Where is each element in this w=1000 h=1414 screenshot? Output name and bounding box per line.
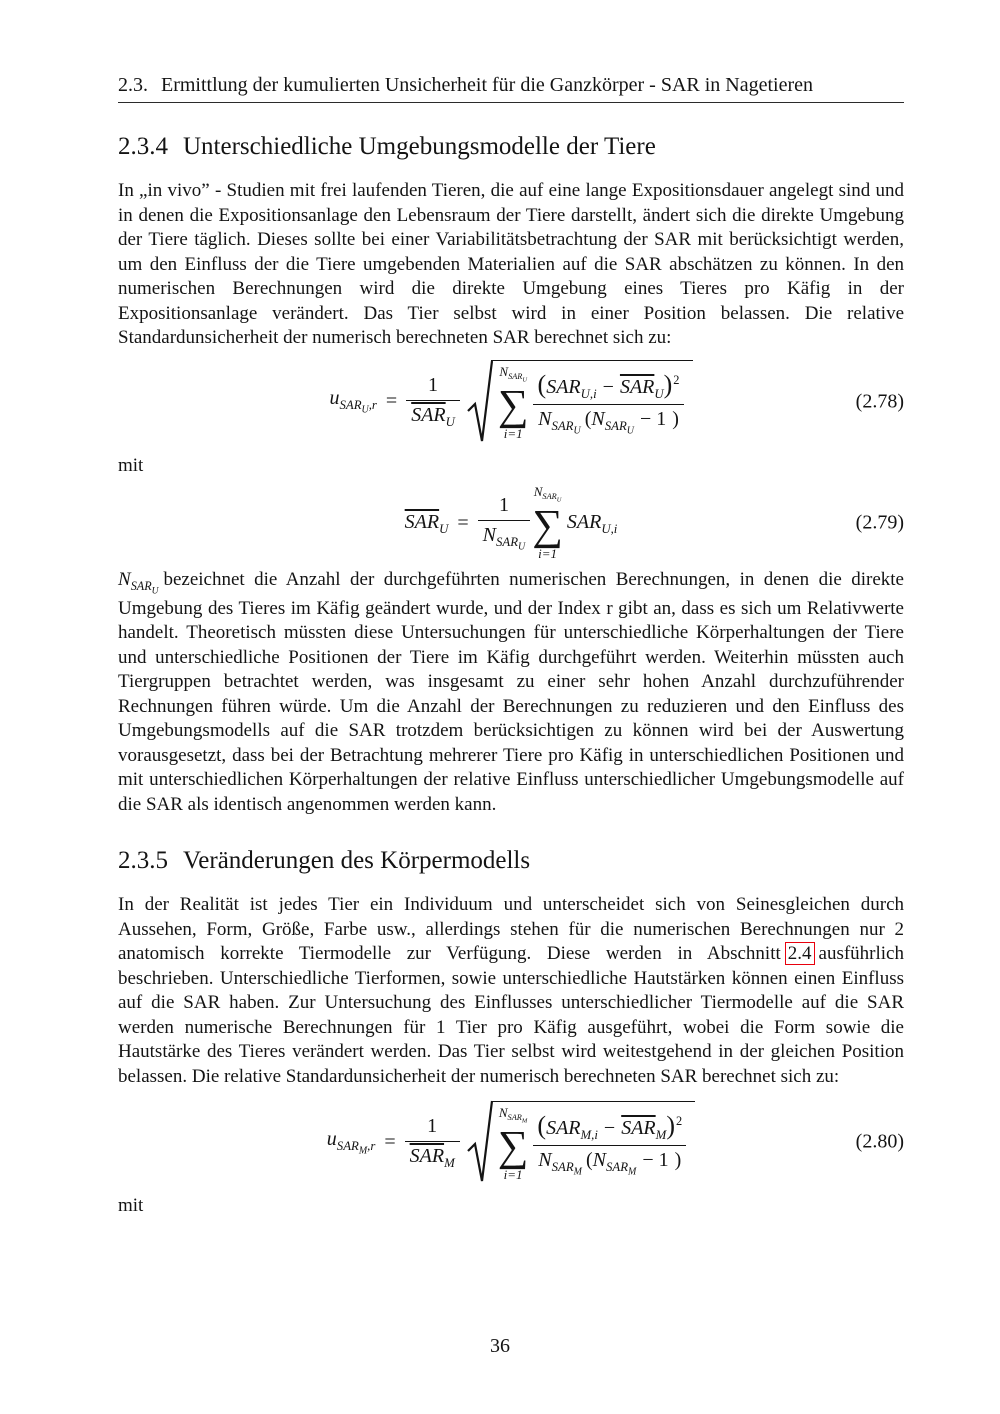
summation: $N_{SAR_U}$ ∑ i=1: [532, 483, 563, 562]
eq279-rhs: $SAR_{U,i}$: [566, 510, 618, 536]
equation-2-79: [118, 485, 904, 563]
summation: $N_{SAR_M}$ ∑ i=1: [497, 1104, 529, 1183]
fraction-prefactor: $\frac{1}{N_{SAR_U}}$: [478, 494, 531, 553]
equation-2-79-formula: [405, 485, 618, 563]
radicand: [491, 1101, 695, 1185]
sigma-icon: ∑: [532, 502, 563, 550]
section-title: Veränderungen des Körpermodells: [183, 847, 531, 875]
running-header-title: Ermittlung der kumulierten Unsicherheit für die Ganzkörper - SAR in Nagetieren: [161, 74, 814, 96]
running-header-number: 2.3.: [118, 74, 148, 96]
fraction-summand: $\frac{(SAR_{U,i} - \overline{SAR}_U)^2}{N_{SAR_U} (N_{SAR_U}- 1 )}$: [533, 370, 685, 436]
section-heading-2-3-5: [118, 847, 904, 875]
section-2-4-link[interactable]: 2.4: [785, 942, 815, 965]
sigma-icon: ∑: [497, 382, 529, 430]
radical-sign-icon: [467, 359, 493, 445]
equation-2-80: [118, 1099, 904, 1185]
section-number: 2.3.5: [118, 847, 168, 875]
equation-number: (2.78): [855, 390, 904, 412]
paragraph-2-3-4: In „in vivo” - Studien mit frei laufenden Tieren, die auf eine lange Expositionsdauer angelegt sind und in denen die Expositionsanlage den Lebensraum der Tiere darstellt, ändert sich die direkte Umgebung der Tiere täglich. Dieses sollte bei einer Variabilitätsbetrachtung der SAR mit berücksichtigt werden, um den Einfluss der die Tiere umgebenden Materialien auf die SAR abschätzen zu können. In den numerischen Berechnungen wird die direkte Umgebung eines Tieres pro Käfig in der Expositionsanlage verändert. Das Tier selbst wird in einer Position belassen. Die relative Standardunsicherheit der numerisch berechneten SAR berechnet sich zu:: [118, 180, 904, 348]
equation-number: (2.79): [855, 511, 904, 534]
summation: $N_{SAR_U}$ ∑ i=1: [497, 363, 529, 442]
square-root: [467, 1099, 695, 1185]
mit-label: mit: [118, 1195, 144, 1217]
paragraph-2-3-5-text-after: ausführlich beschrieben. Unterschiedliche Tierformen, sowie unterschiedliche Hautstärken können einen Einfluss auf die SAR haben. Zur Untersuchung des Einflusses unterschiedlicher Tiermodelle auf die SAR werden numerische Berechnungen für 1 Tier pro Käfig ausgeführt, wobei die Form sowie die Hautstärke des Tieres verändert werden. Das Tier selbst wird weitestgehend in der gleichen Position belassen. Die relative Standardunsicherheit der numerisch berechneten SAR berechnet sich zu:: [118, 943, 904, 1087]
paragraph-nsar-text: bezeichnet die Anzahl der durchgeführten numerischen Berechnungen, in denen die direkte Umgebung des Tieres im Käfig geändert wurde, und der Index r gibt an, dass es sich um Relativwerte handelt. Theoretisch müssten diese Untersuchungen für unterschiedliche Körperhaltungen der Tiere und unterschiedliche Positionen der Tiere im Käfig durchgeführt werden. Weiterhin müssten auch Tiergruppen betrachtet werden, was insgesamt zu einer sehr hohen Anzahl durchzuführender Rechnungen führen würde. Um die Anzahl der Berechnungen zu reduzieren und den Einfluss des Umgebungsmodells auf die SAR trotzdem berücksichtigen zu können wird bei der Auswertung vorausgesetzt, dass bei der Betrachtung mehrerer Tiere pro Käfig in unterschiedlichen Positionen und mit unterschiedlichen Körperhaltungen der relative Einfluss unterschiedlicher Umgebungsmodelle auf die SAR als identisch angenommen werden kann.: [118, 569, 904, 815]
sigma-icon: ∑: [497, 1123, 529, 1171]
section-number: 2.3.4: [118, 133, 168, 160]
eq280-lhs: $u_{SAR_M,r}$: [326, 1128, 376, 1157]
section-title: Unterschiedliche Umgebungsmodelle der Tiere: [183, 133, 656, 160]
paragraph-2-3-5-text-before: In der Realität ist jedes Tier ein Individuum und unterscheidet sich von Seinesgleichen durch Aussehen, Form, Größe, Farbe usw., allerdings stehen für die numerischen Berechnungen nur 2 anatomisch korrekte Tiermodelle zur Verfügung. Diese werden in Abschnitt: [118, 894, 904, 965]
fraction-summand: $\frac{(SAR_{M,i} - \overline{SAR}_M)^2}{N_{SAR_M} (N_{SAR_M}- 1 )}$: [532, 1111, 687, 1177]
eq279-lhs: $\overline{SAR}_U$: [404, 510, 449, 536]
equals-sign: =: [385, 390, 398, 412]
page-number: 36: [490, 1335, 510, 1357]
paragraph-2-3-5: [118, 893, 904, 1089]
equation-2-78-formula: [329, 359, 692, 445]
equals-sign: =: [457, 511, 469, 534]
header-rule: [118, 102, 904, 103]
mit-label: mit: [118, 454, 144, 476]
fraction-prefactor: $\frac{1}{\overline{SAR}_U}$: [406, 374, 460, 429]
radical-sign-icon: [467, 1099, 493, 1185]
section-heading-2-3-4: [118, 133, 904, 161]
fraction-prefactor: $\frac{1}{\overline{SAR}_M}$: [405, 1115, 460, 1170]
square-root: [467, 359, 693, 445]
paragraph-nsar: [118, 568, 904, 817]
equation-2-80-formula: [327, 1099, 695, 1185]
equation-number: (2.80): [855, 1130, 904, 1153]
radicand: [491, 360, 693, 444]
equation-2-78: [118, 359, 904, 445]
eq278-lhs: $u_{SAR_U,r}$: [329, 387, 377, 416]
equals-sign: =: [384, 1130, 396, 1153]
inline-math-nsar: $N_{SAR_U}$: [118, 569, 159, 597]
running-header: [118, 74, 904, 97]
